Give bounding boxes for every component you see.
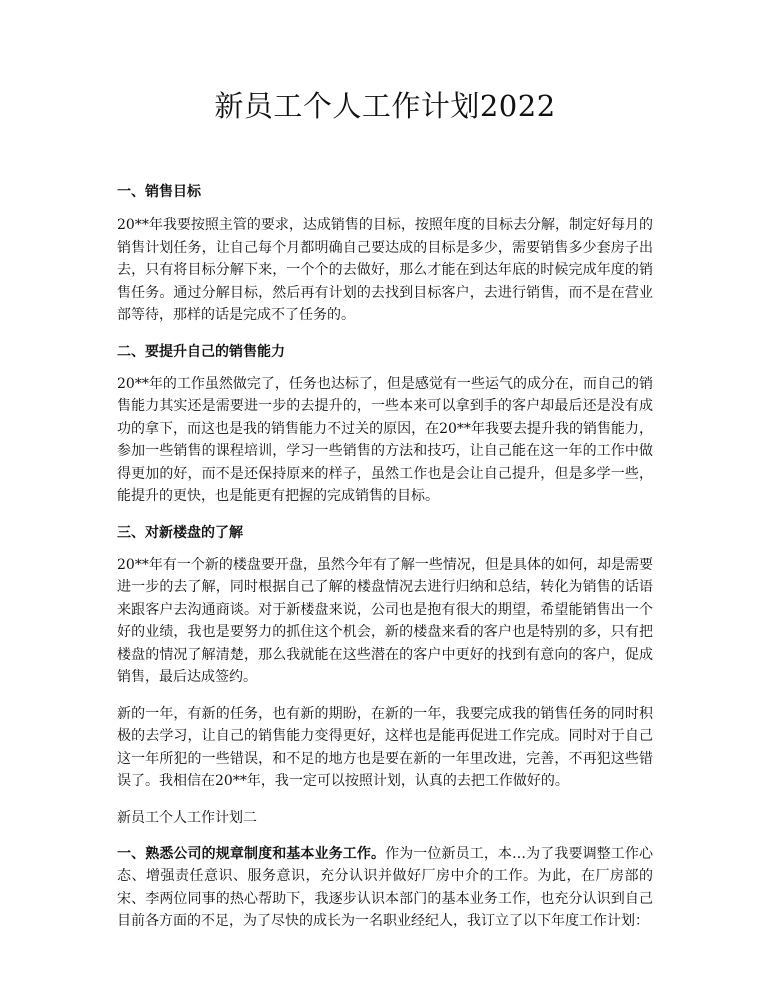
final-paragraph-body: 作为一位新员工，本…为了我要调整工作心态、增强责任意识、服务意识，充分认识并做好厂房中介的工作。为此，在厂房部的宋、李两位同事的热心帮助下，我逐步认识本部门的基本业务工作，也充分认识到自己目前各方面的不足，为了尽快的成长为一名职业经纪人，我订立了以下年度工作计划： [117,845,654,929]
section-heading-1: 一、销售目标 [117,184,201,200]
closing-paragraph: 新的一年，有新的任务，也有新的期盼，在新的一年，我要完成我的销售任务的同时积极的去学习，让自己的销售能力变得更好，这样也是能再促进工作完成。同时对于自己这一年所犯的一些错误，和不足的地方也是要在新的一年里改进，完善，不再犯这些错误了。我相信在20**年，我一定可以按照计划，认真的去把工作做好的。 [117,705,653,789]
section-paragraph-2: 20**年的工作虽然做完了，任务也达标了，但是感觉有一些运气的成分在，而自己的销售能力其实还是需要进一步的去提升的，一些本来可以拿到手的客户却最后还是没有成功的拿下，而这也是我的销售能力不过关的原因，在20**年我要去提升我的销售能力，参加一些销售的课程培训，学习一些销售的方法和技巧，让自己能在这一年的工作中做得更加的好，而不是还保持原来的样子，虽然工作也是会让自己提升，但是多学一些，能提升的更快，也是能更有把握的完成销售的目标。 [117,375,653,504]
final-paragraph-lead: 一、熟悉公司的规章制度和基本业务工作。 [117,845,386,862]
section-heading-3: 三、对新楼盘的了解 [117,524,243,541]
section-paragraph-1: 20**年我要按照主管的要求，达成销售的目标，按照年度的目标去分解，制定好每月的销售计划任务，让自己每个月都明确自己要达成的目标是多少，需要销售多少套房子出去，只有将目标分解下来，一个个的去做好，那么才能在到达年底的时候完成年度的销售任务。通过分解目标，然后再有计划的去找到目标客户，去进行销售，而不是在营业部等待，那样的话是完成不了任务的。 [117,217,653,323]
subtitle: 新员工个人工作计划二 [117,809,257,826]
final-paragraph [117,843,653,933]
document-title: 新员工个人工作计划2022 [214,89,556,123]
section-paragraph-3: 20**年有一个新的楼盘要开盘，虽然今年有了解一些情况，但是具体的如何，却是需要进一步的去了解，同时根据自己了解的楼盘情况去进行归纳和总结，转化为销售的话语来跟客户去沟通商谈。对于新楼盘来说，公司也是抱有很大的期望，希望能销售出一个好的业绩，我也是要努力的抓住这个机会，新的楼盘来看的客户也是特别的多，只有把楼盘的情况了解清楚，那么我就能在这些潜在的客户中更好的找到有意向的客户，促成销售，最后达成签约。 [117,556,653,685]
section-heading-2: 二、要提升自己的销售能力 [117,343,285,360]
